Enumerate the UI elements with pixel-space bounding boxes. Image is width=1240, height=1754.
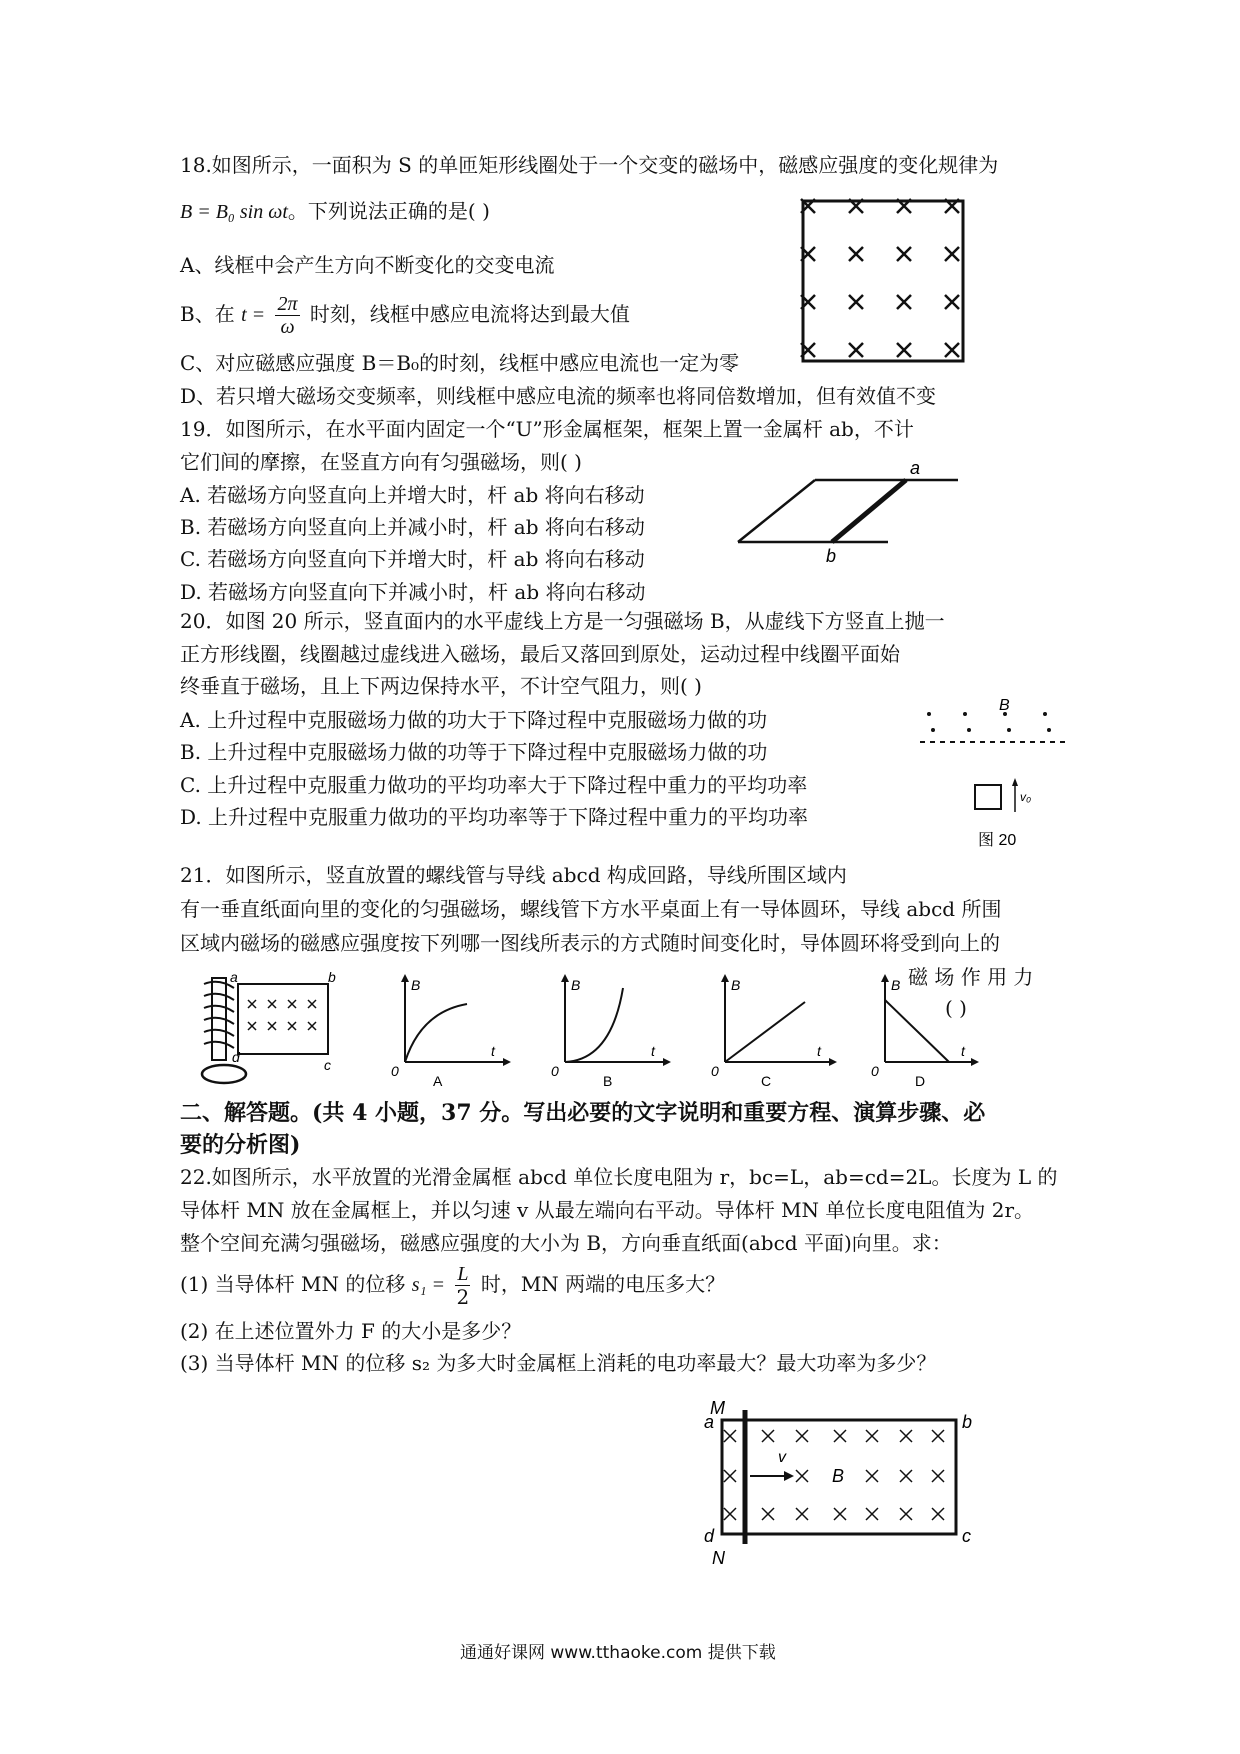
- q19-option-a: A. 若磁场方向竖直向上并增大时，杆 ab 将向右移动: [180, 483, 645, 507]
- q20-figure: [915, 690, 1075, 850]
- field-cross-mark: [834, 1430, 846, 1442]
- field-dot-mark: [1043, 712, 1047, 716]
- q21-graph-a-xlabel: t: [491, 1043, 495, 1059]
- field-cross-mark: [796, 1430, 808, 1442]
- field-cross-mark: [945, 295, 959, 309]
- q22-p1-den: 2: [456, 1285, 470, 1309]
- q21-circuit-figure: [190, 970, 350, 1090]
- q19-stem-line2: 它们间的摩擦，在竖直方向有匀强磁场，则( ): [180, 450, 582, 474]
- field-cross-mark: [900, 1470, 912, 1482]
- q21-graph-d-ylabel: B: [891, 977, 901, 993]
- q18-option-b: [180, 290, 630, 339]
- q20-caption: 图 20: [978, 832, 1017, 849]
- q18-option-c: C、对应磁感应强度 B＝B₀的时刻，线框中感应电流也一定为零: [180, 351, 740, 375]
- q18-stem-line1: 18.如图所示，一面积为 S 的单匝矩形线圈处于一个交变的磁场中，磁感应强度的变化规律为: [180, 153, 999, 177]
- q19-label-a: a: [910, 458, 921, 478]
- q18-figure: [798, 196, 968, 366]
- field-cross-mark: [268, 1000, 276, 1008]
- section2-heading-line1: 二、解答题。(共 4 小题，37 分。写出必要的文字说明和重要方程、演算步骤、必: [180, 1100, 986, 1126]
- q21-graph-c-ylabel: B: [731, 977, 741, 993]
- q21-stem-line1: 21．如图所示，竖直放置的螺线管与导线 abcd 构成回路，导线所围区域内: [180, 863, 847, 887]
- q21-stem-line3: 区域内磁场的磁感应强度按下列哪一图线所表示的方式随时间变化时，导体圆环将受到向上的: [180, 931, 1000, 955]
- q21-stem-line4: 磁 场 作 用 力: [908, 965, 1034, 989]
- field-cross-mark: [866, 1470, 878, 1482]
- q21-graph-b-caption: B: [603, 1073, 613, 1089]
- field-cross-mark: [724, 1430, 736, 1442]
- field-dot-mark: [931, 728, 935, 732]
- q21-graph-c-origin: 0: [711, 1063, 719, 1079]
- q20-option-c: C. 上升过程中克服重力做功的平均功率大于下降过程中重力的平均功率: [180, 773, 808, 797]
- q21-label-b: b: [328, 969, 336, 985]
- field-cross-mark: [834, 1508, 846, 1520]
- q21-label-d: d: [232, 1049, 240, 1065]
- q18-optb-num: 2π: [277, 293, 298, 315]
- q21-graph-a: [385, 970, 515, 1090]
- q21-graph-a-caption: A: [433, 1073, 443, 1089]
- field-cross-mark: [945, 247, 959, 261]
- q20-label-B: B: [999, 697, 1010, 714]
- field-cross-mark: [900, 1508, 912, 1520]
- field-cross-mark: [762, 1430, 774, 1442]
- field-dot-mark: [967, 728, 971, 732]
- q22-label-v: v: [778, 1449, 786, 1466]
- q21-graph-c-xlabel: t: [817, 1043, 821, 1059]
- q21-stem-line2: 有一垂直纸面向里的变化的匀强磁场，螺线管下方水平桌面上有一导体圆环，导线 abcd 所围: [180, 897, 1002, 921]
- q20-option-a: A. 上升过程中克服磁场力做的功大于下降过程中克服磁场力做的功: [180, 708, 768, 732]
- field-cross-mark: [268, 1022, 276, 1030]
- q22-label-M: M: [710, 1398, 725, 1418]
- field-cross-mark: [796, 1470, 808, 1482]
- field-cross-mark: [248, 1022, 256, 1030]
- q19-figure: [730, 458, 970, 572]
- field-cross-mark: [762, 1508, 774, 1520]
- field-cross-mark: [288, 1022, 296, 1030]
- q20-stem-line3: 终垂直于磁场，且上下两边保持水平，不计空气阻力，则( ): [180, 674, 702, 698]
- q18-stem-line2: [180, 198, 490, 225]
- field-cross-mark: [897, 247, 911, 261]
- field-dot-mark: [963, 712, 967, 716]
- field-cross-mark: [849, 343, 863, 357]
- q21-graph-b: [545, 970, 675, 1090]
- section2-heading-line2: 要的分析图): [180, 1132, 301, 1158]
- q21-graph-d: [865, 970, 985, 1090]
- q18-option-a: A、线框中会产生方向不断变化的交变电流: [180, 253, 555, 277]
- q18-option-d: D、若只增大磁场交变频率，则线框中感应电流的频率也将同倍数增加，但有效值不变: [180, 384, 937, 408]
- q22-part1: [180, 1256, 725, 1313]
- q18-optb-pre: B、在: [180, 302, 235, 326]
- field-cross-mark: [897, 295, 911, 309]
- field-dot-mark: [927, 712, 931, 716]
- q22-stem-line1: 22.如图所示，水平放置的光滑金属框 abcd 单位长度电阻为 r，bc=L，ab=cd=2L。长度为 L 的: [180, 1165, 1058, 1189]
- field-cross-mark: [866, 1508, 878, 1520]
- q22-label-B: B: [832, 1466, 845, 1486]
- q21-graph-c-caption: C: [761, 1073, 772, 1089]
- q22-label-a: a: [704, 1412, 715, 1432]
- q22-p1-fraction: [455, 1263, 470, 1308]
- q19-option-d: D. 若磁场方向竖直向下并减小时，杆 ab 将向右移动: [180, 580, 646, 604]
- q22-p1-num: L: [457, 1263, 469, 1285]
- field-cross-mark: [849, 295, 863, 309]
- q21-graph-b-xlabel: t: [651, 1043, 655, 1059]
- footer-text: 通通好课网 www.tthaoke.com 提供下载: [460, 1643, 776, 1663]
- q21-graph-c: [705, 970, 845, 1090]
- field-cross-mark: [796, 1508, 808, 1520]
- q22-label-b: b: [962, 1412, 973, 1432]
- q20-option-b: B. 上升过程中克服磁场力做的功等于下降过程中克服磁场力做的功: [180, 740, 768, 764]
- field-cross-mark: [724, 1508, 736, 1520]
- q19-label-b: b: [826, 546, 837, 566]
- q18-optb-fraction: [275, 293, 299, 338]
- q21-graph-b-ylabel: B: [571, 977, 581, 993]
- q21-label-a: a: [230, 969, 238, 985]
- q22-label-N: N: [712, 1548, 725, 1568]
- q21-graph-d-origin: 0: [871, 1063, 879, 1079]
- q19-option-c: C. 若磁场方向竖直向下并增大时，杆 ab 将向右移动: [180, 547, 645, 571]
- q21-graph-a-origin: 0: [391, 1063, 399, 1079]
- field-cross-mark: [866, 1430, 878, 1442]
- q18-optb-post: 时刻，线框中感应电流将达到最大值: [309, 302, 630, 326]
- q21-graph-a-ylabel: B: [411, 977, 421, 993]
- q22-stem-line3: 整个空间充满匀强磁场，磁感应强度的大小为 B，方向垂直纸面(abcd 平面)向里。求：: [180, 1231, 952, 1255]
- q22-p1-var: s₁ =: [411, 1274, 445, 1296]
- q19-stem-line1: 19．如图所示，在水平面内固定一个“U”形金属框架，框架上置一金属杆 ab，不计: [180, 417, 914, 441]
- field-cross-mark: [724, 1470, 736, 1482]
- field-cross-mark: [900, 1430, 912, 1442]
- q22-label-c: c: [962, 1526, 971, 1546]
- q22-part3: (3) 当导体杆 MN 的位移 s₂ 为多大时金属框上消耗的电功率最大？最大功率为多少？: [180, 1351, 937, 1375]
- field-cross-mark: [308, 1000, 316, 1008]
- field-cross-mark: [932, 1470, 944, 1482]
- q22-figure: [690, 1398, 990, 1578]
- q21-graph-d-xlabel: t: [961, 1043, 965, 1059]
- field-cross-mark: [897, 343, 911, 357]
- field-cross-mark: [248, 1000, 256, 1008]
- field-cross-mark: [308, 1022, 316, 1030]
- q21-graph-d-caption: D: [915, 1073, 926, 1089]
- field-cross-mark: [932, 1508, 944, 1520]
- q22-p1-post: 时，MN 两端的电压多大？: [480, 1272, 726, 1296]
- q19-option-b: B. 若磁场方向竖直向上并减小时，杆 ab 将向右移动: [180, 515, 645, 539]
- q22-label-d: d: [704, 1526, 715, 1546]
- q22-p1-pre: (1) 当导体杆 MN 的位移: [180, 1272, 406, 1296]
- q22-stem-line2: 导体杆 MN 放在金属框上，并以匀速 v 从最左端向右平动。导体杆 MN 单位长度电阻值为 2r。: [180, 1198, 1035, 1222]
- q21-graph-b-origin: 0: [551, 1063, 559, 1079]
- q20-stem-line1: 20．如图 20 所示，竖直面内的水平虚线上方是一匀强磁场 B，从虚线下方竖直上抛一: [180, 609, 945, 633]
- q21-paren: ( ): [945, 996, 967, 1020]
- field-cross-mark: [849, 247, 863, 261]
- field-dot-mark: [1047, 728, 1051, 732]
- q20-label-v0: v₀: [1020, 790, 1032, 804]
- q22-part2: (2) 在上述位置外力 F 的大小是多少？: [180, 1319, 522, 1343]
- field-dot-mark: [1007, 728, 1011, 732]
- field-cross-mark: [932, 1430, 944, 1442]
- q18-formula: B = B₀ sin ωt: [180, 201, 288, 223]
- q18-optb-den: ω: [280, 316, 295, 338]
- q21-label-c: c: [324, 1057, 331, 1073]
- field-cross-mark: [288, 1000, 296, 1008]
- q20-stem-line2: 正方形线圈，线圈越过虚线进入磁场，最后又落回到原处，运动过程中线圈平面始: [180, 642, 900, 666]
- field-cross-mark: [945, 343, 959, 357]
- q18-optb-var: t =: [241, 304, 266, 326]
- q18-stem-tail: 。下列说法正确的是( ): [287, 199, 490, 223]
- q20-option-d: D. 上升过程中克服重力做功的平均功率等于下降过程中重力的平均功率: [180, 805, 809, 829]
